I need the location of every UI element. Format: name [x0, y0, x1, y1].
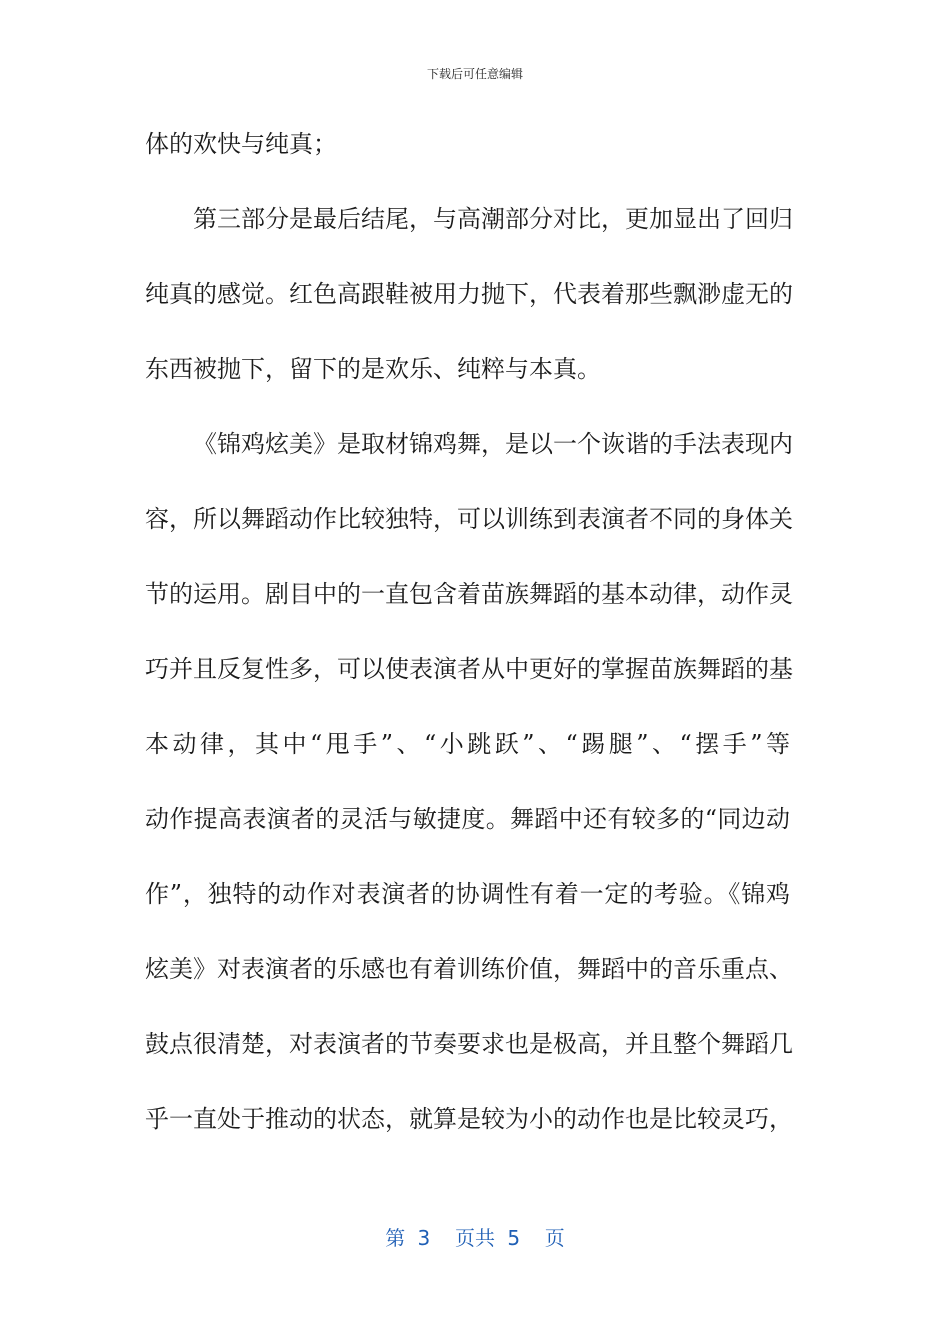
text-line: 动作提高表演者的灵活与敏捷度。舞蹈中还有较多的“同边动 — [145, 805, 790, 833]
page-number: 第 3 页共 5 页 — [385, 1226, 565, 1250]
text-line: 本动律，其中“甩手”、“小跳跃”、“踢腿”、“摆手”等 — [145, 730, 790, 758]
page-footer — [0, 1224, 950, 1252]
text-line: 体的欢快与纯真； — [145, 130, 337, 158]
page-header: 下载后可任意编辑 — [426, 67, 523, 81]
text-line: 第三部分是最后结尾，与高潮部分对比，更加显出了回归 — [193, 205, 793, 233]
text-line: 节的运用。剧目中的一直包含着苗族舞蹈的基本动律，动作灵 — [145, 580, 793, 608]
text-line: 《锦鸡炫美》是取材锦鸡舞，是以一个诙谐的手法表现内 — [193, 430, 793, 458]
text-line: 纯真的感觉。红色高跟鞋被用力抛下，代表着那些飘渺虚无的 — [145, 280, 793, 308]
text-line: 巧并且反复性多，可以使表演者从中更好的掌握苗族舞蹈的基 — [145, 655, 793, 683]
text-line: 鼓点很清楚，对表演者的节奏要求也是极高，并且整个舞蹈几 — [145, 1030, 793, 1058]
text-line: 容，所以舞蹈动作比较独特，可以训练到表演者不同的身体关 — [145, 505, 793, 533]
text-line: 炫美》对表演者的乐感也有着训练价值，舞蹈中的音乐重点、 — [145, 955, 793, 983]
document-body — [145, 120, 793, 1170]
text-line: 作”，独特的动作对表演者的协调性有着一定的考验。《锦鸡 — [145, 880, 790, 908]
text-line: 乎一直处于推动的状态，就算是较为小的动作也是比较灵巧， — [145, 1105, 793, 1133]
text-line: 东西被抛下，留下的是欢乐、纯粹与本真。 — [145, 355, 601, 383]
